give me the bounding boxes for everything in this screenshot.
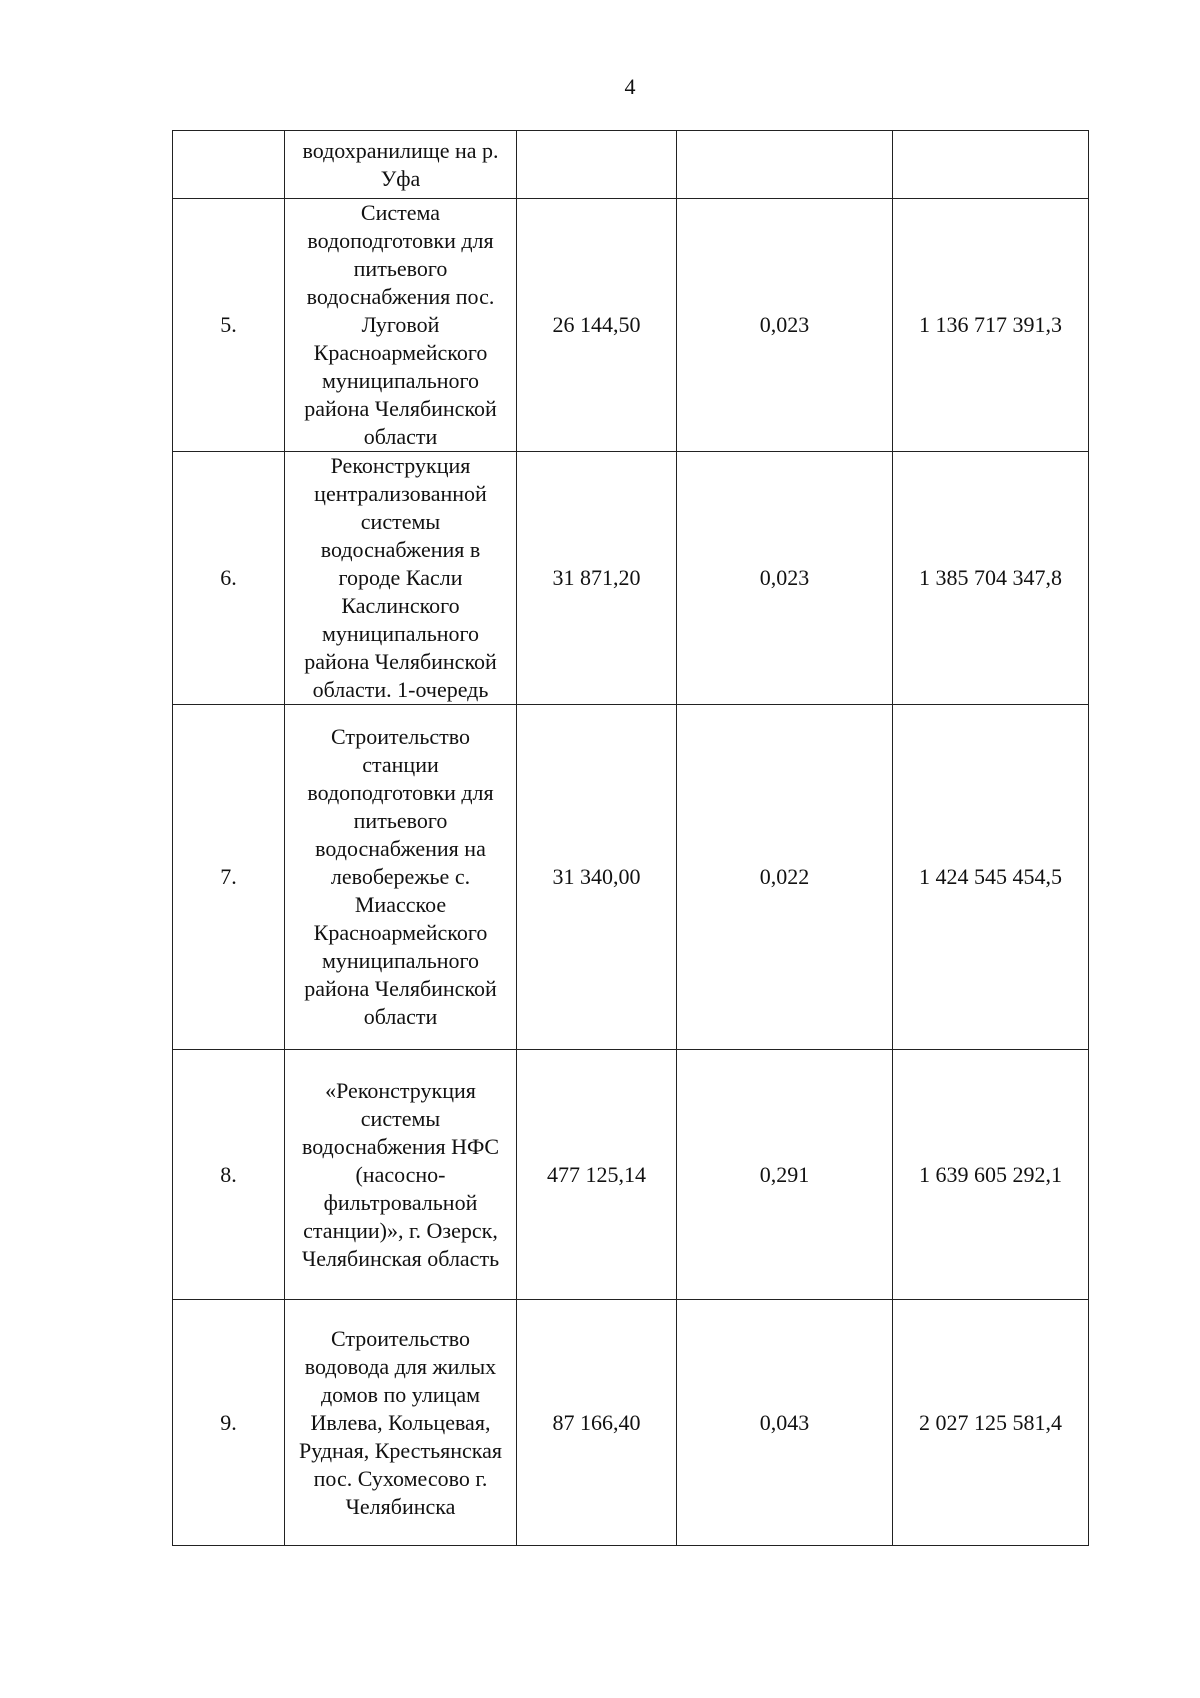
value-cell-1: 26 144,50: [517, 199, 677, 452]
project-name-cell: Система водоподготовки для питьевого водоснабжения пос. Луговой Красноармейского муниципального района Челябинской области: [285, 199, 517, 452]
value-cell-3: 1 385 704 347,8: [893, 452, 1089, 705]
value-cell-2: 0,022: [677, 705, 893, 1050]
value-cell-1: 477 125,14: [517, 1050, 677, 1300]
value-cell-1: [517, 131, 677, 199]
value-cell-2: 0,043: [677, 1300, 893, 1546]
row-number-cell: 7.: [173, 705, 285, 1050]
value-cell-1: 31 871,20: [517, 452, 677, 705]
value-cell-1: 31 340,00: [517, 705, 677, 1050]
value-cell-3: 2 027 125 581,4: [893, 1300, 1089, 1546]
project-name-cell: Строительство водовода для жилых домов по улицам Ивлева, Кольцевая, Рудная, Крестьянская пос. Сухомесово г. Челябинска: [285, 1300, 517, 1546]
value-cell-3: 1 639 605 292,1: [893, 1050, 1089, 1300]
project-name-cell: Реконструкция централизованной системы водоснабжения в городе Касли Каслинского муниципального района Челябинской области. 1-очередь: [285, 452, 517, 705]
table-row: [173, 199, 1089, 452]
projects-table: [172, 130, 1089, 1546]
value-cell-3: [893, 131, 1089, 199]
row-number-cell: 8.: [173, 1050, 285, 1300]
value-cell-1: 87 166,40: [517, 1300, 677, 1546]
table-row: [173, 1050, 1089, 1300]
row-number-cell: 6.: [173, 452, 285, 705]
table-row: [173, 131, 1089, 199]
value-cell-2: 0,291: [677, 1050, 893, 1300]
row-number-cell: 5.: [173, 199, 285, 452]
value-cell-3: 1 136 717 391,3: [893, 199, 1089, 452]
table-row: [173, 452, 1089, 705]
table-row: [173, 705, 1089, 1050]
table-row: [173, 1300, 1089, 1546]
value-cell-3: 1 424 545 454,5: [893, 705, 1089, 1050]
value-cell-2: 0,023: [677, 199, 893, 452]
value-cell-2: 0,023: [677, 452, 893, 705]
row-number-cell: [173, 131, 285, 199]
project-name-cell: «Реконструкция системы водоснабжения НФС (насосно-фильтровальной станции)», г. Озерск, Челябинская область: [285, 1050, 517, 1300]
value-cell-2: [677, 131, 893, 199]
project-name-cell: водохранилище на р. Уфа: [285, 131, 517, 199]
row-number-cell: 9.: [173, 1300, 285, 1546]
project-name-cell: Строительство станции водоподготовки для питьевого водоснабжения на левобережье с. Миасское Красноармейского муниципального района Челябинской области: [285, 705, 517, 1050]
page-number: 4: [624, 74, 636, 99]
